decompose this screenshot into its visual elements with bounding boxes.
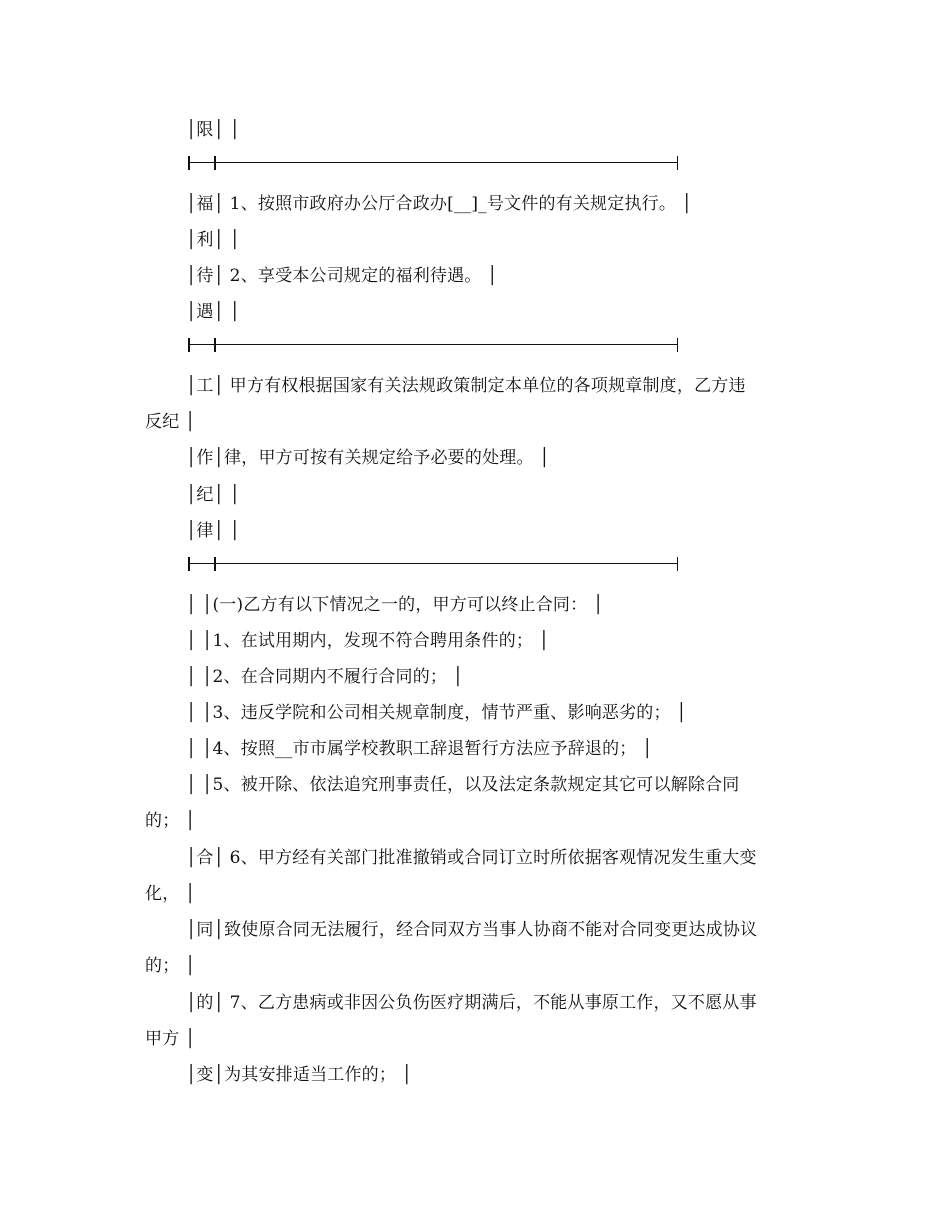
text-line: │ │4、按照__市市属学校教职工辞退暂行方法应予辞退的； │ (186, 739, 653, 759)
text-line: │福│ 1、按照市政府办公厅合政办[__]_号文件的有关规定执行。 │ (186, 194, 693, 214)
text-line: │ │3、违反学院和公司相关规章制度，情节严重、影响恶劣的； │ (186, 703, 687, 723)
text-line: │ │5、被开除、依法追究刑事责任，以及法定条款规定其它可以解除合同 (186, 775, 740, 795)
text-line: │ │2、在合同期内不履行合同的； │ (186, 667, 464, 687)
text-line: │同│致使原合同无法履行，经合同双方当事人协商不能对合同变更达成协议 (186, 920, 758, 940)
text-line: │作│律，甲方可按有关规定给予必要的处理。 │ (186, 448, 550, 468)
text-line: 的； │ (145, 956, 196, 976)
text-line: │利│ │ (186, 230, 241, 250)
text-line: │合│ 6、甲方经有关部门批准撤销或合同订立时所依据客观情况发生重大变 (186, 848, 757, 868)
text-line: │待│ 2、享受本公司规定的福利待遇。 │ (186, 266, 498, 286)
text-line: │律│ │ (186, 521, 241, 541)
text-line: │ │(一)乙方有以下情况之一的，甲方可以终止合同： │ (186, 595, 604, 615)
table-rule (188, 156, 678, 170)
text-line: │工│ 甲方有权根据国家有关法规政策制定本单位的各项规章制度，乙方违 (186, 376, 746, 396)
text-line: 反纪 │ (145, 412, 196, 432)
text-line: │纪│ │ (186, 485, 241, 505)
text-line: │变│为其安排适当工作的； │ (186, 1065, 413, 1085)
text-line: 甲方 │ (145, 1029, 196, 1049)
text-line: │的│ 7、乙方患病或非因公负伤医疗期满后，不能从事原工作，又不愿从事 (186, 993, 757, 1013)
text-line: │ │1、在试用期内，发现不符合聘用条件的； │ (186, 631, 550, 651)
table-rule (188, 557, 678, 571)
text-line: 的； │ (145, 811, 196, 831)
table-rule (188, 338, 678, 352)
text-line: │遇│ │ (186, 302, 241, 322)
text-line: │限│ │ (186, 120, 241, 140)
text-line: 化， │ (145, 884, 196, 904)
